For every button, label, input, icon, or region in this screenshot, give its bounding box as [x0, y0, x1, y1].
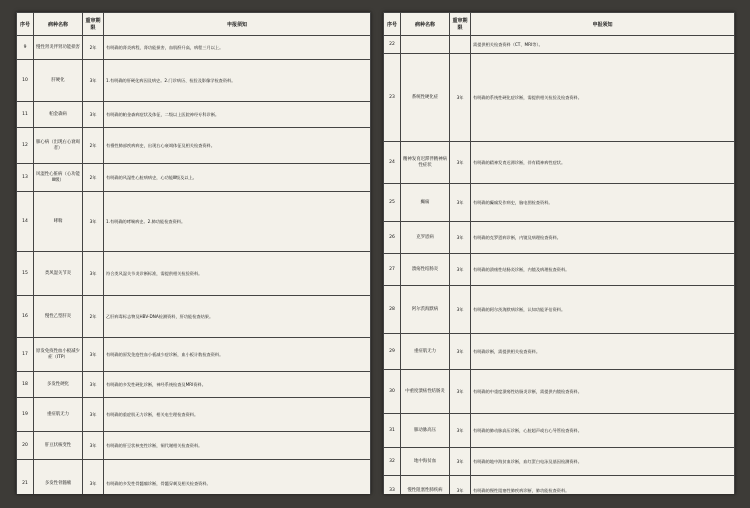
disease-name: 重症肌无力: [34, 398, 83, 432]
header-no: 序号: [384, 13, 401, 36]
disease-name: 肝豆状核变性: [34, 432, 83, 460]
review-period: 3年: [450, 370, 471, 414]
table-row: [17, 36, 371, 60]
disease-name: 克罗恩病: [401, 222, 450, 254]
application-notes: 1.有明确的肝硬化病因及病史。2.门诊病历、检验及影像学检查资料。: [104, 60, 371, 102]
application-notes: 有明确的多发性硬化诊断，神经系统检查及MRI资料。: [104, 372, 371, 398]
application-notes: 符合类风湿关节炎诊断标准，需提供相关检验资料。: [104, 252, 371, 296]
row-number: 33: [384, 476, 401, 495]
header-note: 申报须知: [471, 13, 735, 36]
document-page-left: [16, 12, 371, 494]
disease-name: 慢性阻塞性肺疾病: [401, 476, 450, 495]
row-number: 14: [17, 192, 34, 252]
review-period: 3年: [450, 334, 471, 370]
table-row: [384, 370, 735, 414]
row-number: 27: [384, 254, 401, 286]
row-number: 24: [384, 142, 401, 184]
application-notes: 有明确的中重度溃疡性结肠炎诊断，需提供内镜检查资料。: [471, 370, 735, 414]
row-number: 25: [384, 184, 401, 222]
table-row: [384, 476, 735, 495]
document-page-right: [383, 12, 735, 494]
disease-name: 慢性乙型肝炎: [34, 296, 83, 338]
review-period: 3年: [83, 192, 104, 252]
review-period: 3年: [450, 222, 471, 254]
header-years: 重审期限: [450, 13, 471, 36]
row-number: 11: [17, 102, 34, 128]
row-number: 28: [384, 286, 401, 334]
table-row: [384, 184, 735, 222]
review-period: 3年: [83, 102, 104, 128]
review-period: 3年: [450, 414, 471, 448]
application-notes: 1.有明确的哮喘病史。2.肺功能检查资料。: [104, 192, 371, 252]
review-period: 2年: [83, 164, 104, 192]
table-header-row: [17, 13, 371, 36]
row-number: 19: [17, 398, 34, 432]
table-row: [17, 128, 371, 164]
disease-name: 阿尔茨海默病: [401, 286, 450, 334]
header-note: 申报须知: [104, 13, 371, 36]
review-period: 3年: [83, 398, 104, 432]
row-number: 31: [384, 414, 401, 448]
application-notes: 乙肝病毒标志物及HBV-DNA检测资料，肝功能检查结果。: [104, 296, 371, 338]
table-row: [17, 338, 371, 372]
disease-name: 类风湿关节炎: [34, 252, 83, 296]
row-number: 16: [17, 296, 34, 338]
disease-table-left: [16, 12, 371, 494]
row-number: 29: [384, 334, 401, 370]
row-number: 20: [17, 432, 34, 460]
application-notes: 有明确的原发免疫性血小板减少症诊断，血小板计数检查资料。: [104, 338, 371, 372]
review-period: 3年: [83, 460, 104, 495]
application-notes: 有明确的帕金森病症状及体征，二级以上医院神经专科诊断。: [104, 102, 371, 128]
header-no: 序号: [17, 13, 34, 36]
application-notes: 有明确的癫痫发作病史，脑电图检查资料。: [471, 184, 735, 222]
review-period: 3年: [450, 448, 471, 476]
disease-name: 原发免疫性血小板减少症（ITP）: [34, 338, 83, 372]
disease-name: 地中海贫血: [401, 448, 450, 476]
application-notes: 有明确的精神发育迟滞诊断，伴有精神病性症状。: [471, 142, 735, 184]
disease-name: 中重度溃疡性结肠炎: [401, 370, 450, 414]
review-period: 3年: [83, 338, 104, 372]
table-row: [384, 414, 735, 448]
application-notes: 有明确的肝豆状核变性诊断，铜代谢相关检查资料。: [104, 432, 371, 460]
disease-name: 慢性肾炎伴肾功能损害: [34, 36, 83, 60]
disease-name: 溃疡性结肠炎: [401, 254, 450, 286]
table-row: [17, 192, 371, 252]
disease-name: [401, 36, 450, 54]
review-period: 2年: [83, 296, 104, 338]
application-notes: 有明确诊断，需提供相关检查资料。: [471, 334, 735, 370]
row-number: 15: [17, 252, 34, 296]
table-row: [17, 372, 371, 398]
disease-name: 多发性硬化: [34, 372, 83, 398]
table-row: [17, 398, 371, 432]
disease-table-right: [383, 12, 735, 494]
disease-name: 肺心病（出现右心衰竭者）: [34, 128, 83, 164]
row-number: 18: [17, 372, 34, 398]
table-row: [17, 164, 371, 192]
review-period: 3年: [83, 252, 104, 296]
row-number: 22: [384, 36, 401, 54]
review-period: 3年: [83, 372, 104, 398]
disease-name: 帕金森病: [34, 102, 83, 128]
review-period: 2年: [83, 36, 104, 60]
disease-name: 风湿性心脏病（心功能Ⅲ级）: [34, 164, 83, 192]
review-period: [450, 36, 471, 54]
row-number: 17: [17, 338, 34, 372]
row-number: 12: [17, 128, 34, 164]
row-number: 13: [17, 164, 34, 192]
row-number: 23: [384, 54, 401, 142]
application-notes: 有明确的克罗恩病诊断，内镜及病理检查资料。: [471, 222, 735, 254]
table-row: [384, 142, 735, 184]
table-row: [17, 460, 371, 495]
review-period: 3年: [450, 476, 471, 495]
application-notes: 有明确的风湿性心脏病病史，心功能Ⅲ级及以上。: [104, 164, 371, 192]
review-period: 3年: [450, 254, 471, 286]
table-row: [384, 222, 735, 254]
table-header-row: [384, 13, 735, 36]
application-notes: 有慢性肺部疾病病史，出现右心衰竭体征及相关检查资料。: [104, 128, 371, 164]
row-number: 9: [17, 36, 34, 60]
review-period: 3年: [450, 286, 471, 334]
table-row: [384, 36, 735, 54]
application-notes: 需提供相关检查资料（CT、MRI等）。: [471, 36, 735, 54]
application-notes: 有明确的慢性阻塞性肺疾病诊断，肺功能检查资料。: [471, 476, 735, 495]
table-row: [17, 432, 371, 460]
review-period: 3年: [450, 54, 471, 142]
row-number: 30: [384, 370, 401, 414]
application-notes: 有明确的多发性骨髓瘤诊断，骨髓穿刺及相关检查资料。: [104, 460, 371, 495]
disease-name: 癫痫: [401, 184, 450, 222]
disease-name: 系统性硬化症: [401, 54, 450, 142]
application-notes: 有明确的系统性硬化症诊断，需提供相关检验及检查资料。: [471, 54, 735, 142]
application-notes: 有明确的地中海贫血诊断，血红蛋白电泳及基因检测资料。: [471, 448, 735, 476]
disease-name: 肺动脉高压: [401, 414, 450, 448]
review-period: 2年: [83, 128, 104, 164]
table-row: [17, 252, 371, 296]
table-row: [17, 60, 371, 102]
disease-name: 重症肌无力: [401, 334, 450, 370]
disease-name: 多发性骨髓瘤: [34, 460, 83, 495]
table-row: [384, 286, 735, 334]
table-row: [17, 102, 371, 128]
table-row: [17, 296, 371, 338]
disease-name: 肝硬化: [34, 60, 83, 102]
header-name: 病种名称: [34, 13, 83, 36]
application-notes: 有明确的肺动脉高压诊断，心脏超声或右心导管检查资料。: [471, 414, 735, 448]
row-number: 21: [17, 460, 34, 495]
table-row: [384, 254, 735, 286]
application-notes: 有明确的肾炎病程，肾功能损害，血肌酐升高，病程三月以上。: [104, 36, 371, 60]
review-period: 3年: [83, 60, 104, 102]
table-row: [384, 448, 735, 476]
disease-name: 精神发育迟滞伴精神病性症状: [401, 142, 450, 184]
table-row: [384, 334, 735, 370]
review-period: 3年: [450, 184, 471, 222]
row-number: 10: [17, 60, 34, 102]
header-name: 病种名称: [401, 13, 450, 36]
review-period: 3年: [83, 432, 104, 460]
table-row: [384, 54, 735, 142]
application-notes: 有明确的阿尔茨海默病诊断，认知功能评估资料。: [471, 286, 735, 334]
disease-name: 哮喘: [34, 192, 83, 252]
row-number: 32: [384, 448, 401, 476]
application-notes: 有明确的溃疡性结肠炎诊断，内镜及病理检查资料。: [471, 254, 735, 286]
row-number: 26: [384, 222, 401, 254]
header-years: 重审期限: [83, 13, 104, 36]
application-notes: 有明确的重症肌无力诊断，相关电生理检查资料。: [104, 398, 371, 432]
review-period: 3年: [450, 142, 471, 184]
